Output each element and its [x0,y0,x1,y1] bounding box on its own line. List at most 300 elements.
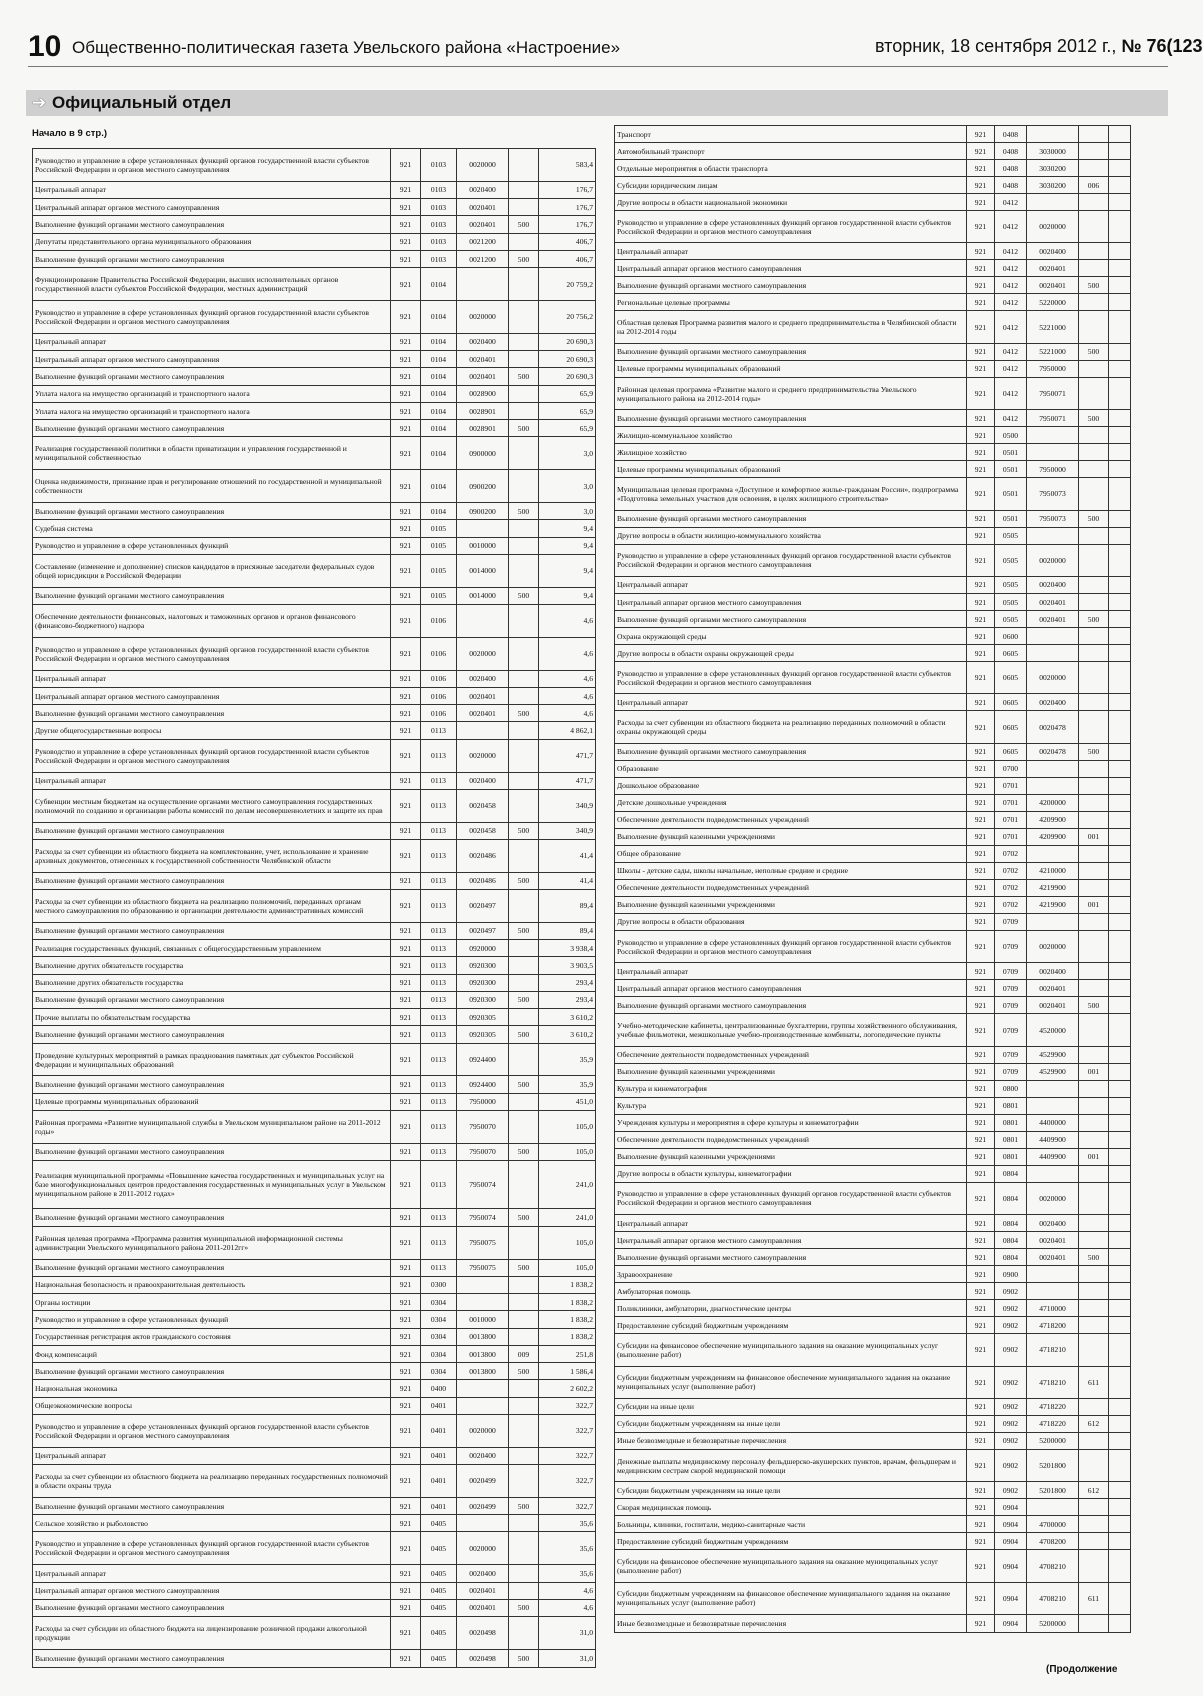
expense-type [1079,879,1109,896]
target-code: 0924400 [457,1043,509,1076]
section-code: 0501 [995,510,1027,527]
expense-type [1079,913,1109,930]
section-code: 0801 [995,1131,1027,1148]
section-code: 0501 [995,444,1027,461]
item-name: Выполнение функций казенными учреждениями [615,828,967,845]
section-code: 0804 [995,1232,1027,1249]
item-name: Расходы за счет субсидии из областного бюджета на лицензирование розничной продажи алкогольной продукции [33,1617,391,1650]
amount [1109,879,1131,896]
section-code: 0904 [995,1499,1027,1516]
item-name: Выполнение функций органами местного самоуправления [33,1076,391,1093]
item-name: Прочие выплаты по обязательствам государства [33,1009,391,1026]
admin-code: 921 [967,277,995,294]
table-row [615,1148,1131,1165]
target-code: 5221000 [1027,311,1079,343]
item-name: Реализация муниципальной программы «Повышение качества государственных и муниципальных услуг на базе многофункциональных центров предоставления государственных и муниципальных услуг в Увельском муниципальном районе в 2011-2012 годах» [33,1161,391,1209]
expense-type [1079,777,1109,794]
section-code: 0106 [421,687,457,704]
amount [1109,997,1131,1014]
item-name: Образование [615,760,967,777]
target-code: 0021200 [457,250,509,267]
admin-code: 921 [391,250,421,267]
expense-type [1079,711,1109,743]
amount: 1 838,2 [539,1276,596,1293]
item-name: Субсидии бюджетным учреждениям на иные цели [615,1415,967,1432]
target-code: 7950074 [457,1209,509,1226]
amount [1109,1249,1131,1266]
item-name: Руководство и управление в сфере установленных функций [33,537,391,554]
admin-code: 921 [967,311,995,343]
expense-type [509,604,539,637]
section-code: 0412 [995,343,1027,360]
table-row [615,1449,1131,1481]
target-code: 0920305 [457,1009,509,1026]
amount: 9,4 [539,520,596,537]
target-code: 0924400 [457,1076,509,1093]
section-code: 0113 [421,1093,457,1110]
expense-type [1079,194,1109,211]
target-code: 4209900 [1027,828,1079,845]
expense-type [1079,143,1109,160]
expense-type [1079,211,1109,243]
section-code: 0401 [421,1447,457,1464]
item-name: Руководство и управление в сфере установленных функций органов государственной власти субъектов Российской Федерации и органов местного самоуправления [33,739,391,772]
expense-type [509,1414,539,1447]
target-code: 4718200 [1027,1317,1079,1334]
amount [1109,360,1131,377]
amount [1109,126,1131,143]
admin-code: 921 [391,1565,421,1582]
item-name: Проведение культурных мероприятий в рамках празднования памятных дат субъектов Российской Федерации и муниципальных образований [33,1043,391,1076]
item-name: Выполнение функций органами местного самоуправления [33,587,391,604]
admin-code: 921 [967,628,995,645]
item-name: Центральный аппарат [33,181,391,198]
expense-type [1079,1432,1109,1449]
table-row [615,576,1131,593]
target-code: 0900200 [457,503,509,520]
target-code [1027,194,1079,211]
item-name: Сельское хозяйство и рыболовство [33,1515,391,1532]
expense-type [1079,1131,1109,1148]
admin-code: 921 [967,1317,995,1334]
expense-type [1079,544,1109,576]
table-row [33,300,596,333]
item-name: Выполнение функций органами местного самоуправления [33,1649,391,1667]
table-row [615,1533,1131,1550]
admin-code: 921 [391,1649,421,1667]
item-name: Руководство и управление в сфере установленных функций органов государственной власти субъектов Российской Федерации и органов местного самоуправления [33,300,391,333]
section-code: 0801 [995,1097,1027,1114]
budget-table-left [32,148,596,1668]
item-name: Другие вопросы в области культуры, кинематографии [615,1165,967,1182]
admin-code: 921 [967,1249,995,1266]
section-code: 0904 [995,1550,1027,1582]
target-code [457,268,509,301]
item-name: Центральный аппарат органов местного самоуправления [33,351,391,368]
target-code: 0020498 [457,1617,509,1650]
item-name: Выполнение функций казенными учреждениями [615,896,967,913]
amount [1109,576,1131,593]
amount: 35,6 [539,1565,596,1582]
admin-code: 921 [967,544,995,576]
amount [1109,913,1131,930]
table-row [33,1617,596,1650]
item-name: Руководство и управление в сфере установленных функций органов государственной власти субъектов Российской Федерации и органов местного самоуправления [33,149,391,182]
amount: 451,0 [539,1093,596,1110]
admin-code: 921 [967,1063,995,1080]
expense-type [509,889,539,922]
amount: 340,9 [539,789,596,822]
section-code: 0104 [421,385,457,402]
table-row [615,1182,1131,1214]
target-code: 0020401 [1027,260,1079,277]
table-row [33,368,596,385]
target-code: 0014000 [457,554,509,587]
item-name: Выполнение функций казенными учреждениями [615,1063,967,1080]
expense-type [509,772,539,789]
section-code: 0900 [995,1266,1027,1283]
table-row [615,544,1131,576]
section-code: 0106 [421,670,457,687]
section-code: 0412 [995,410,1027,427]
table-row [615,461,1131,478]
target-code [457,520,509,537]
amount [1109,1215,1131,1232]
section-code: 0113 [421,822,457,839]
expense-type [1079,1097,1109,1114]
admin-code: 921 [391,1111,421,1144]
item-name: Выполнение функций органами местного самоуправления [615,997,967,1014]
admin-code: 921 [391,670,421,687]
expense-type: 500 [1079,277,1109,294]
amount [1109,427,1131,444]
amount: 20 690,3 [539,333,596,350]
expense-type: 500 [509,1497,539,1514]
table-row [33,772,596,789]
table-row [615,343,1131,360]
amount [1109,1080,1131,1097]
item-name: Охрана окружающей среды [615,628,967,645]
expense-type [1079,1317,1109,1334]
amount [1109,294,1131,311]
expense-type [1079,576,1109,593]
amount: 9,4 [539,537,596,554]
section-code: 0709 [995,980,1027,997]
section-code: 0412 [995,377,1027,409]
expense-type [1079,811,1109,828]
amount: 4,6 [539,705,596,722]
admin-code: 921 [391,333,421,350]
target-code [1027,777,1079,794]
table-row [33,1414,596,1447]
section-code: 0702 [995,879,1027,896]
expense-type: 500 [509,1599,539,1616]
section-code: 0304 [421,1363,457,1380]
admin-code: 921 [391,1294,421,1311]
expense-type [1079,1114,1109,1131]
target-code: 0020400 [457,772,509,789]
admin-code: 921 [391,687,421,704]
table-row [33,1649,596,1667]
expense-type [509,554,539,587]
table-row [33,1226,596,1259]
amount [1109,1482,1131,1499]
table-row [33,1565,596,1582]
expense-type: 500 [509,991,539,1008]
item-name: Фонд компенсаций [33,1345,391,1362]
amount: 105,0 [539,1259,596,1276]
target-code [1027,126,1079,143]
target-code: 0020499 [457,1465,509,1498]
expense-type [509,839,539,872]
item-name: Центральный аппарат органов местного самоуправления [615,980,967,997]
section-code: 0113 [421,772,457,789]
expense-type [1079,980,1109,997]
section-code: 0104 [421,402,457,419]
admin-code: 921 [391,604,421,637]
admin-code: 921 [391,1532,421,1565]
target-code: 4520000 [1027,1014,1079,1046]
admin-code: 921 [967,811,995,828]
target-code: 7950075 [457,1226,509,1259]
item-name: Здравоохранение [615,1266,967,1283]
table-row [33,1093,596,1110]
target-code: 4529900 [1027,1063,1079,1080]
expense-type [1079,1080,1109,1097]
amount: 4,6 [539,687,596,704]
admin-code: 921 [391,739,421,772]
expense-type [1079,1516,1109,1533]
section-code: 0113 [421,739,457,772]
expense-type [509,470,539,503]
expense-type [1079,1014,1109,1046]
table-row [33,1532,596,1565]
section-code: 0902 [995,1366,1027,1398]
section-code: 0412 [995,260,1027,277]
amount: 322,7 [539,1465,596,1498]
table-row [615,311,1131,343]
amount: 3 610,2 [539,1009,596,1026]
table-row [615,645,1131,662]
expense-type [509,1043,539,1076]
item-name: Выполнение функций органами местного самоуправления [33,368,391,385]
amount [1109,260,1131,277]
section-code: 0401 [421,1397,457,1414]
expense-type: 612 [1079,1415,1109,1432]
expense-type: 500 [509,705,539,722]
target-code: 0021200 [457,233,509,250]
admin-code: 921 [391,554,421,587]
admin-code: 921 [391,587,421,604]
admin-code: 921 [391,889,421,922]
item-name: Центральный аппарат [615,576,967,593]
table-row [615,177,1131,194]
item-name: Субсидии бюджетным учреждениям на финансовое обеспечение муниципального задания на оказание муниципальных услуг (выполнение работ) [615,1582,967,1614]
table-row [33,940,596,957]
amount [1109,544,1131,576]
item-name: Региональные целевые программы [615,294,967,311]
item-name: Амбулаторная помощь [615,1283,967,1300]
expense-type: 500 [509,587,539,604]
amount [1109,1148,1131,1165]
amount: 583,4 [539,149,596,182]
table-row [615,143,1131,160]
target-code [1027,1266,1079,1283]
amount [1109,845,1131,862]
expense-type [1079,930,1109,962]
item-name: Общее образование [615,845,967,862]
expense-type [509,333,539,350]
table-row [615,760,1131,777]
section-code: 0904 [995,1516,1027,1533]
admin-code: 921 [391,1026,421,1043]
table-row [33,1515,596,1532]
admin-code: 921 [391,1226,421,1259]
amount [1109,811,1131,828]
expense-type [1079,760,1109,777]
admin-code: 921 [967,1582,995,1614]
section-code: 0804 [995,1182,1027,1214]
section-code: 0505 [995,527,1027,544]
admin-code: 921 [391,402,421,419]
section-code: 0113 [421,1009,457,1026]
table-row [615,777,1131,794]
expense-type [509,385,539,402]
admin-code: 921 [391,1582,421,1599]
table-row [615,1131,1131,1148]
amount [1109,1114,1131,1131]
section-code: 0709 [995,1014,1027,1046]
target-code [1027,1165,1079,1182]
expense-type [1079,527,1109,544]
amount: 4,6 [539,637,596,670]
section-code: 0304 [421,1345,457,1362]
table-row [615,1249,1131,1266]
section-code: 0105 [421,537,457,554]
section-code: 0902 [995,1334,1027,1366]
expense-type [509,181,539,198]
issue-date: вторник, 18 сентября 2012 г., [875,36,1117,56]
expense-type: 611 [1079,1582,1109,1614]
item-name: Выполнение функций органами местного самоуправления [33,1363,391,1380]
amount [1109,828,1131,845]
amount [1109,1398,1131,1415]
table-row [615,1283,1131,1300]
table-row [33,402,596,419]
item-name: Центральный аппарат органов местного самоуправления [615,260,967,277]
target-code [1027,760,1079,777]
admin-code: 921 [967,410,995,427]
admin-code: 921 [967,1415,995,1432]
section-code: 0300 [421,1276,457,1293]
item-name: Центральный аппарат [615,1215,967,1232]
section-code: 0605 [995,645,1027,662]
amount [1109,1266,1131,1283]
target-code: 7950070 [457,1111,509,1144]
issue-info [875,36,1203,57]
section-code: 0405 [421,1599,457,1616]
section-code: 0412 [995,211,1027,243]
expense-type [509,687,539,704]
item-name: Руководство и управление в сфере установленных функций органов государственной власти субъектов Российской Федерации и органов местного самоуправления [615,1182,967,1214]
expense-type [1079,1266,1109,1283]
target-code: 4718220 [1027,1398,1079,1415]
amount [1109,1334,1131,1366]
admin-code: 921 [967,1148,995,1165]
table-row [33,1380,596,1397]
table-row [615,1499,1131,1516]
target-code: 0020400 [1027,694,1079,711]
table-row [33,537,596,554]
section-code: 0104 [421,470,457,503]
section-code: 0304 [421,1294,457,1311]
target-code [1027,427,1079,444]
amount: 41,4 [539,839,596,872]
table-row [33,637,596,670]
item-name: Иные безвозмездные и безвозвратные перечисления [615,1432,967,1449]
section-code: 0113 [421,1259,457,1276]
admin-code: 921 [967,1366,995,1398]
amount [1109,794,1131,811]
expense-type [1079,444,1109,461]
table-row [615,260,1131,277]
section-code: 0113 [421,1143,457,1160]
item-name: Центральный аппарат органов местного самоуправления [33,687,391,704]
amount: 35,6 [539,1532,596,1565]
admin-code: 921 [967,1215,995,1232]
expense-type [509,300,539,333]
item-name: Субсидии на финансовое обеспечение муниципального задания на оказание муниципальных услуг (выполнение работ) [615,1334,967,1366]
target-code: 0020400 [1027,576,1079,593]
admin-code: 921 [391,922,421,939]
target-code: 3030000 [1027,143,1079,160]
amount [1109,980,1131,997]
expense-type: 500 [509,872,539,889]
target-code: 7950073 [1027,510,1079,527]
admin-code: 921 [967,478,995,510]
amount [1109,1415,1131,1432]
target-code: 7950070 [457,1143,509,1160]
admin-code: 921 [391,1617,421,1650]
target-code: 0020401 [457,1582,509,1599]
admin-code: 921 [967,126,995,143]
expense-type: 500 [1079,343,1109,360]
amount: 4,6 [539,670,596,687]
admin-code: 921 [967,211,995,243]
target-code: 0028900 [457,385,509,402]
amount [1109,645,1131,662]
target-code: 0020000 [1027,211,1079,243]
amount: 322,7 [539,1447,596,1464]
table-row [33,333,596,350]
target-code: 4210000 [1027,862,1079,879]
target-code: 0020497 [457,922,509,939]
section-code: 0103 [421,216,457,233]
target-code: 4708210 [1027,1582,1079,1614]
target-code: 4708210 [1027,1550,1079,1582]
expense-type [509,1111,539,1144]
table-row [615,1415,1131,1432]
target-code: 0020401 [1027,980,1079,997]
item-name: Выполнение функций органами местного самоуправления [33,1026,391,1043]
amount [1109,1182,1131,1214]
amount [1109,1533,1131,1550]
admin-code: 921 [391,974,421,991]
amount: 20 759,2 [539,268,596,301]
item-name: Автомобильный транспорт [615,143,967,160]
section-code: 0902 [995,1432,1027,1449]
expense-type [1079,160,1109,177]
